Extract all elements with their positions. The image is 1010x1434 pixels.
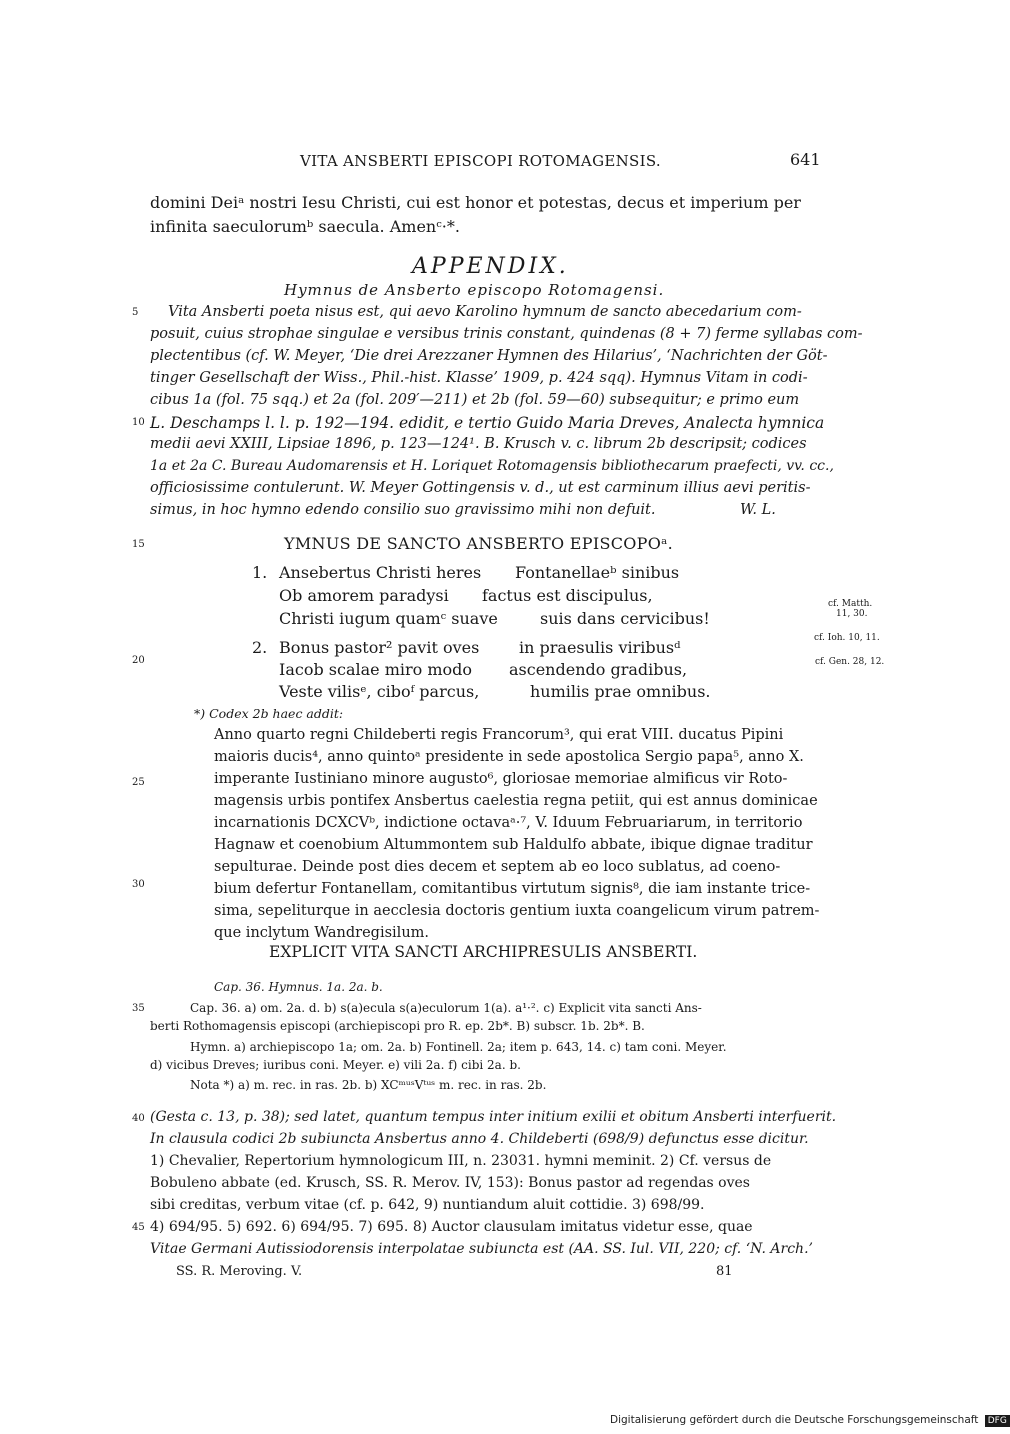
- codex-line: incarnationis DCXCVᵇ, indictione octavaᵃ·⁷, V. Iduum Februariarum, in territorio: [214, 815, 803, 831]
- verse-second-half: suis dans cervicibus!: [540, 609, 710, 628]
- intro-line: plectentibus (cf. W. Meyer, ‘Die drei Arezzaner Hymnen des Hilarius’, ‘Nachrichten der Göt-: [150, 348, 828, 364]
- line-number: 25: [132, 777, 145, 788]
- line-number: 35: [132, 1003, 145, 1014]
- apparatus-line: berti Rothomagensis episcopi (archiepiscopi pro R. ep. 2b*. B) subscr. 1b. 2b*. B.: [150, 1019, 645, 1033]
- line-number: 30: [132, 879, 145, 890]
- verse-second-half: factus est discipulus,: [482, 586, 653, 605]
- codex-line: magensis urbis pontifex Ansbertus caelestia regna petiit, qui est annus dominicae: [214, 793, 818, 809]
- codex-line: maioris ducis⁴, anno quintoᵃ presidente in sede apostolica Sergio papa⁵, anno X.: [214, 749, 804, 765]
- explicit-heading: EXPLICIT VITA SANCTI ARCHIPRESULIS ANSBERTI.: [269, 943, 698, 961]
- footnote-line: sibi creditas, verbum vitae (cf. p. 642, 9) nuntiandum aluit cottidie. 3) 698/99.: [150, 1197, 705, 1213]
- intro-line: posuit, cuius strophae singulae e versibus trinis constant, quindenas (8 + 7) ferme syllabas com-: [150, 326, 863, 342]
- appendix-heading: APPENDIX.: [412, 254, 569, 279]
- sheet-number: 81: [716, 1264, 733, 1279]
- text-line: infinita saeculorumᵇ saecula. Amenᶜ·*.: [150, 217, 460, 236]
- line-number: 5: [132, 307, 139, 318]
- running-title: VITA ANSBERTI EPISCOPI ROTOMAGENSIS.: [300, 152, 661, 170]
- footnote-line: Vitae Germani Autissiodorensis interpolatae subiuncta est (AA. SS. Iul. VII, 220; cf. ‘N. Arch.’: [150, 1241, 813, 1257]
- marginal-reference: cf. Ioh. 10, 11.: [814, 633, 880, 643]
- marginal-reference: cf. Gen. 28, 12.: [815, 657, 885, 667]
- footnote-line: 4) 694/95. 5) 692. 6) 694/95. 7) 695. 8) Auctor clausulam imitatus videtur esse, quae: [150, 1219, 753, 1235]
- codex-line: que inclytum Wandregisilum.: [214, 925, 430, 941]
- line-number: 20: [132, 655, 145, 666]
- hymn-title: YMNUS DE SANCTO ANSBERTO EPISCOPOᵃ.: [284, 534, 674, 553]
- codex-line: imperante Iustiniano minore augusto⁶, gloriosae memoriae almificus vir Roto-: [214, 771, 788, 787]
- line-number: 15: [132, 539, 145, 550]
- line-number: 45: [132, 1222, 145, 1233]
- dfg-logo: DFG: [985, 1415, 1010, 1427]
- verse-first-half: Ob amorem paradysi: [279, 586, 449, 605]
- intro-line: L. Deschamps l. l. p. 192—194. edidit, e tertio Guido Maria Dreves, Analecta hymnica: [150, 414, 825, 432]
- verse-second-half: in praesulis viribusᵈ: [519, 638, 681, 657]
- codex-label: *) Codex 2b haec addit:: [194, 706, 344, 721]
- apparatus-line: Cap. 36. a) om. 2a. d. b) s(a)ecula s(a)eculorum 1(a). a¹·². c) Explicit vita sancti Ans-: [190, 1001, 702, 1015]
- verse-first-half: Veste vilisᵉ, ciboᶠ parcus,: [279, 682, 480, 701]
- codex-line: sepulturae. Deinde post dies decem et septem ab eo loco sublatus, ad coeno-: [214, 859, 781, 875]
- verse-second-half: Fontanellaeᵇ sinibus: [515, 563, 680, 582]
- intro-line: cibus 1a (fol. 75 sqq.) et 2a (fol. 209′—211) et 2b (fol. 59—60) subsequitur; e primo eum: [150, 392, 800, 408]
- marginal-reference: cf. Matth.: [828, 599, 873, 609]
- apparatus-line: Cap. 36. Hymnus. 1a. 2a. b.: [214, 980, 383, 994]
- stanza-number: 2.: [252, 638, 268, 657]
- apparatus-line: d) vicibus Dreves; iuribus coni. Meyer. e) vili 2a. f) cibi 2a. b.: [150, 1058, 521, 1072]
- page-number: 641: [790, 150, 821, 169]
- line-number: 10: [132, 417, 145, 428]
- text-line: domini Deiᵃ nostri Iesu Christi, cui est honor et potestas, decus et imperium per: [150, 193, 801, 212]
- footnote-line: (Gesta c. 13, p. 38); sed latet, quantum tempus inter initium exilii et obitum Ansberti interfuerit.: [150, 1109, 837, 1125]
- codex-line: Hagnaw et coenobium Altummontem sub Haldulfo abbate, ibique dignae traditur: [214, 837, 813, 853]
- verse-first-half: Ansebertus Christi heres: [279, 563, 482, 582]
- verse-first-half: Bonus pastor² pavit oves: [279, 638, 480, 657]
- intro-signature: W. L.: [740, 502, 776, 518]
- codex-line: bium defertur Fontanellam, comitantibus virtutum signis⁸, die iam instante trice-: [214, 881, 811, 897]
- intro-line: tinger Gesellschaft der Wiss., Phil.-hist. Klasse’ 1909, p. 424 sqq). Hymnus Vitam in codi-: [150, 370, 808, 386]
- digitization-credit: [610, 1414, 1010, 1427]
- line-number: 40: [132, 1113, 145, 1124]
- verse-second-half: humilis prae omnibus.: [530, 682, 711, 701]
- codex-line: sima, sepeliturque in aecclesia doctoris gentium iuxta coangelicum virum patrem-: [214, 903, 820, 919]
- intro-line: simus, in hoc hymno edendo consilio suo gravissimo mihi non defuit.: [150, 502, 656, 518]
- verse-first-half: Iacob scalae miro modo: [279, 660, 473, 679]
- intro-line: 1a et 2a C. Bureau Audomarensis et H. Loriquet Rotomagensis bibliothecarum praefecti, vv. cc.,: [150, 458, 834, 474]
- verse-first-half: Christi iugum quamᶜ suave: [279, 609, 498, 628]
- stanza-number: 1.: [252, 563, 268, 582]
- apparatus-line: Hymn. a) archiepiscopo 1a; om. 2a. b) Fontinell. 2a; item p. 643, 14. c) tam coni. Meyer.: [190, 1040, 727, 1054]
- intro-line: Vita Ansberti poeta nisus est, qui aevo Karolino hymnum de sancto abecedarium com-: [168, 304, 802, 320]
- codex-line: Anno quarto regni Childeberti regis Francorum³, qui erat VIII. ducatus Pipini: [214, 727, 784, 743]
- verse-second-half: ascendendo gradibus,: [509, 660, 688, 679]
- appendix-subheading: Hymnus de Ansberto episcopo Rotomagensi.: [284, 281, 665, 299]
- intro-line: medii aevi XXIII, Lipsiae 1896, p. 123—124¹. B. Krusch v. c. librum 2b descripsit; codices: [150, 436, 807, 452]
- sheet-signature: SS. R. Meroving. V.: [176, 1264, 303, 1279]
- footnote-line: 1) Chevalier, Repertorium hymnologicum III, n. 23031. hymni meminit. 2) Cf. versus de: [150, 1153, 772, 1169]
- footnote-line: In clausula codici 2b subiuncta Ansbertus anno 4. Childeberti (698/9) defunctus esse dicitur.: [150, 1131, 809, 1147]
- footnote-line: Bobuleno abbate (ed. Krusch, SS. R. Merov. IV, 153): Bonus pastor ad regendas oves: [150, 1175, 750, 1191]
- apparatus-line: Nota *) a) m. rec. in ras. 2b. b) XCᵐᵘˢVᵗᵘˢ m. rec. in ras. 2b.: [190, 1078, 547, 1092]
- marginal-reference: 11, 30.: [836, 609, 868, 619]
- intro-line: officiosissime contulerunt. W. Meyer Gottingensis v. d., ut est carminum illius aevi peritis-: [150, 480, 811, 496]
- digitization-credit-text: Digitalisierung gefördert durch die Deutsche Forschungsgemeinschaft: [610, 1414, 979, 1426]
